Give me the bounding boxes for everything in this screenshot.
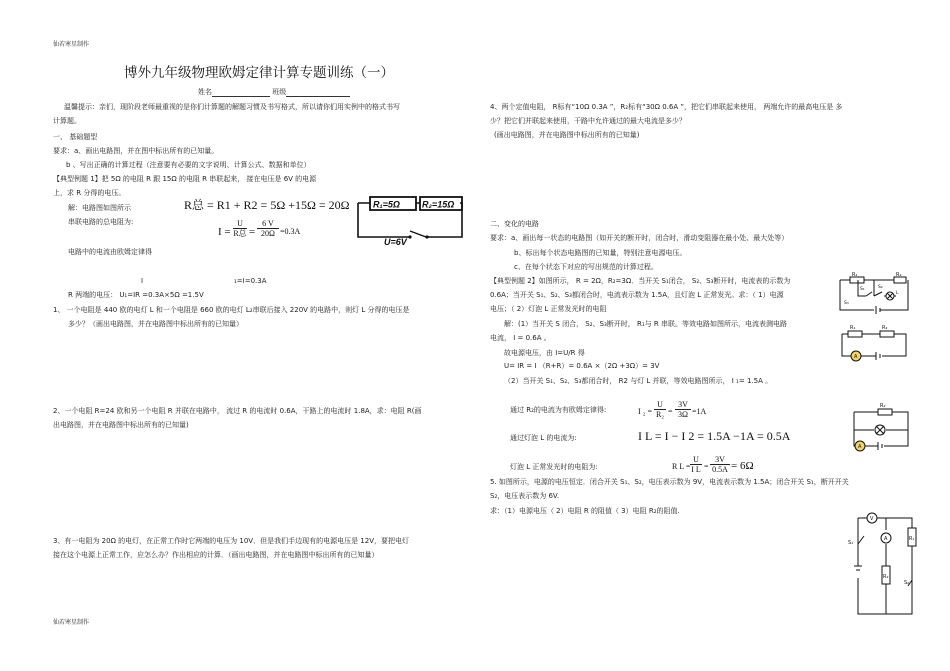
circuit-3-a-label: A xyxy=(854,354,858,360)
example-1-solution-2: 串联电路的总电阻为: xyxy=(68,218,134,226)
watermark-top: 仙若寒星制作 xyxy=(53,41,90,48)
example-1-fraction-1 xyxy=(233,219,247,238)
fraction-2-numerator: 6 V xyxy=(257,219,279,229)
question-4-line-1: 4、两个定值电阻， R标有“10Ω 0.3A ”，R₂标有“30Ω 0.6A ”，把它们串联起来使用， 两端允许的最高电压是 多 xyxy=(490,103,843,111)
example-2-solution-1: 解：(1）当开关 S 闭合， S₂、S₃断开时， R₁与 R 串联。等效电路如图所示，电流表测电路 xyxy=(504,320,788,328)
example-2-line-1: 【典型例题 2】如图所示， R = 2Ω，R₂=3Ω．当开关 S₁闭合， S₂、S₃断开时，电流表的示数为 xyxy=(490,277,791,285)
section-1-req-b: b 、写出正确的计算过程（注意要有必要的文字说明、计算公式、数据和单位） xyxy=(66,161,311,169)
f3-fraction-1-denominator: I L xyxy=(691,465,701,474)
name-class-row xyxy=(198,88,350,97)
example-2-f2: I L = I − I 2 = 1.5A −1A = 0.5A xyxy=(638,429,791,443)
class-label: 班级 xyxy=(272,88,287,96)
circuit-1-u-label: U=6V xyxy=(384,237,407,247)
example-2-solution-3: 故电源电压，由 I=U/R 得 xyxy=(504,349,585,357)
watermark-bottom: 仙若寒星制作 xyxy=(53,619,90,626)
fraction-1-denominator: R总 xyxy=(233,229,247,238)
question-5-line-3: 求：（1）电源电压（ 2）电阻 R 的阻值（ 3）电阻 R₂的阻值. xyxy=(490,507,680,515)
question-2-line-1: 2、一个电阻 R=24 欧和另一个电阻 R 并联在电路中， 流过 R 的电流时 0.6A，干路上的电流时 1.8A，求：电阻 R(画 xyxy=(53,407,422,415)
circuit-2-r1-label: R₁ xyxy=(852,272,858,278)
circuit-2-s1-label: S₁ xyxy=(860,287,865,292)
question-1-line-1: 1、 一个电阻是 440 欧的电灯 L 和一个电阻是 660 欧的电灯 L₂串联后接入 220V 的电路中，则灯 L 分得的电压是 xyxy=(53,306,410,314)
page-title: 博外九年级物理欧姆定律计算专题训练（一） xyxy=(124,65,394,81)
example-2-f1-lhs: I ₂ = xyxy=(638,407,652,416)
example-2-line-2: 0.6A；当开关 S₁、S₂、S₃都闭合时，电流表示数为 1.5A，且灯泡 L 正常发光。求：（ 1）电源 xyxy=(490,291,784,299)
f1-fraction-2-numerator: 3V xyxy=(675,400,691,410)
name-label: 姓名 xyxy=(198,88,212,96)
example-2-f1-eq: = xyxy=(668,407,673,416)
circuit-2-s3-label: S₃ xyxy=(844,301,849,306)
example-1-current-result: =0.3A xyxy=(280,227,301,236)
circuit-5-v-label: V xyxy=(870,516,874,522)
circuit-5-r2-label: R₂ xyxy=(883,574,889,580)
fraction-1-numerator: U xyxy=(233,219,247,229)
section-1-heading: 一、 基础题型 xyxy=(53,133,98,141)
example-1-solution-3: 电路中的电流由欧姆定律得 xyxy=(68,248,152,256)
intro-line-2: 计算题。 xyxy=(53,117,81,125)
circuit-diagram-2 xyxy=(838,274,910,314)
circuit-3-r1-label: R₁ xyxy=(850,325,856,331)
question-2-line-2: 出电路图，并在电路图中标出所有的已知量) xyxy=(53,421,189,429)
circuit-3-r2-label: R₂ xyxy=(882,325,888,331)
example-1-fraction-2 xyxy=(257,219,279,238)
circuit-5-r1-label: R₁ xyxy=(909,536,915,542)
circuit-diagram-1 xyxy=(356,195,464,247)
example-2-solution-2: 电流， I = 0.6A 。 xyxy=(490,334,551,342)
f3-fraction-2-denominator: 0.5A xyxy=(712,465,728,474)
example-2-line-3: 电压；（ 2）灯泡 L 正常发光时的电阻 xyxy=(490,305,607,313)
question-3-line-1: 3、有一电阻为 20Ω 的电灯，在正常工作时它两端的电压为 10V．但是我们手边现有的电源电压是 12V，要把电灯 xyxy=(53,537,410,545)
circuit-1-r1-label: R₁=5Ω xyxy=(373,199,400,210)
example-1-current-eq: = xyxy=(249,226,256,238)
circuit-diagram-5 xyxy=(846,514,916,618)
circuit-2-l-label: L xyxy=(896,291,899,296)
example-2-f1-fraction-2 xyxy=(675,400,691,419)
example-2-f1-fraction-1 xyxy=(654,400,666,419)
question-5-line-1: 5. 如图所示，电源的电压恒定．闭合开关 S₁、S₂，电压表示数为 9V，电流表示数为 1.5A；闭合开关 S₁，断开开关 xyxy=(490,478,849,486)
example-1-current-lhs: I = xyxy=(218,226,231,238)
example-1-solution-4: R 两端的电压： U₁=IR =0.3A×5Ω =1.5V xyxy=(68,291,204,299)
example-2-f3-fraction-1 xyxy=(690,455,702,474)
circuit-2-s2-label: S₂ xyxy=(878,285,883,290)
circuit-4-a-label: A xyxy=(858,444,862,450)
example-1-total-resistance-formula: R总 = R1 + R2 = 5Ω +15Ω = 20Ω xyxy=(184,198,350,212)
circuit-diagram-4 xyxy=(850,404,912,452)
example-2-f3-result: = 6Ω xyxy=(731,460,754,472)
f3-fraction-2-numerator: 3V xyxy=(710,455,730,465)
example-1-solution-1: 解：电路图如图所示 xyxy=(68,204,131,212)
question-4-line-3: (画出电路图，并在电路图中标出所有的已知量) xyxy=(494,131,640,139)
name-blank[interactable] xyxy=(212,88,270,97)
f1-fraction-1-denominator: R₂ xyxy=(655,410,665,419)
section-2-heading: 二、变化的电路 xyxy=(490,220,539,228)
example-2-solution-6: 通过 R₂的电流为有欧姆定律得: xyxy=(510,406,607,414)
fraction-2-denominator: 20Ω xyxy=(261,229,275,238)
circuit-2-r2-label: R₂ xyxy=(896,272,902,278)
example-2-f3-eq: = xyxy=(704,462,709,471)
question-5-line-2: S₂，电压表示数为 6V. xyxy=(490,492,560,500)
example-2-solution-4: U= IR = I （R+R）= 0.6A ×（2Ω +3Ω）= 3V xyxy=(504,362,660,370)
circuit-4-r-label: R₂ xyxy=(880,403,886,409)
example-1-i-letter: I xyxy=(141,277,144,285)
circuit-5-s1-label: S₁ xyxy=(848,540,854,546)
circuit-diagram-3 xyxy=(838,326,910,362)
section-1-req-a: 要求：a、画出电路图，并在图中标出所有的已知量。 xyxy=(53,147,219,155)
example-2-solution-5: （2）当开关 S₁、S₂、S₃都闭合时， R2 与灯 L 并联，等效电路图所示， I ₁= 1.5A 。 xyxy=(504,377,773,385)
intro-line-1: 温馨提示：亲们，现阶段老师最重视的是你们计算题的解题习惯及书写格式，所以请你们用实例中的格式书写 xyxy=(64,103,400,111)
example-1-line-1: 【典型例题 1】把 5Ω 的电阻 R 跟 15Ω 的电阻 R 串联起来， 接在电压是 6V 的电源 xyxy=(53,175,317,183)
question-4-line-2: 少？把它们并联起来使用，干路中允许通过的最大电流是多少？ xyxy=(490,117,686,125)
f1-fraction-2-denominator: 3Ω xyxy=(678,410,688,419)
f3-fraction-1-numerator: U xyxy=(690,455,702,465)
question-3-line-2: 接在这个电源上正常工作，应怎么办？作出相应的计算．（画出电路图，并在电路图中标出所有的已知量） xyxy=(53,551,379,559)
section-2-req-b: b、标出每个状态电路图的已知量，特别注意电源电压。 xyxy=(514,249,687,257)
section-2-req-c: c、在每个状态下对应的写出规范的计算过程。 xyxy=(514,263,658,271)
circuit-5-a-label: A xyxy=(884,536,888,542)
question-1-line-2: 多少？（画出电路图，并在电路图中标出所有的已知量） xyxy=(68,320,243,328)
example-1-i-result: ₁=I=0.3A xyxy=(234,277,267,285)
example-2-solution-7: 通过灯泡 L 的电流为: xyxy=(510,434,577,442)
example-2-f1-result: =1A xyxy=(692,407,707,416)
class-blank[interactable] xyxy=(286,88,350,97)
circuit-1-r2-label: R₂=15Ω xyxy=(422,199,455,210)
section-2-req-a: 要求：a、画出每一状态的电路图（如开关的断开时，闭合时，滑动变阻器在最小处、最大处等） xyxy=(490,234,789,242)
f1-fraction-1-numerator: U xyxy=(654,400,666,410)
example-2-solution-8: 灯泡 L 正常发光时的电阻为: xyxy=(510,463,598,471)
example-1-line-2: 上，求 R 分得的电压。 xyxy=(53,189,126,197)
example-2-f3-fraction-2 xyxy=(710,455,730,474)
circuit-5-s2-label: S₂ xyxy=(904,580,910,586)
example-2-f3-lhs: R L = xyxy=(672,462,691,471)
